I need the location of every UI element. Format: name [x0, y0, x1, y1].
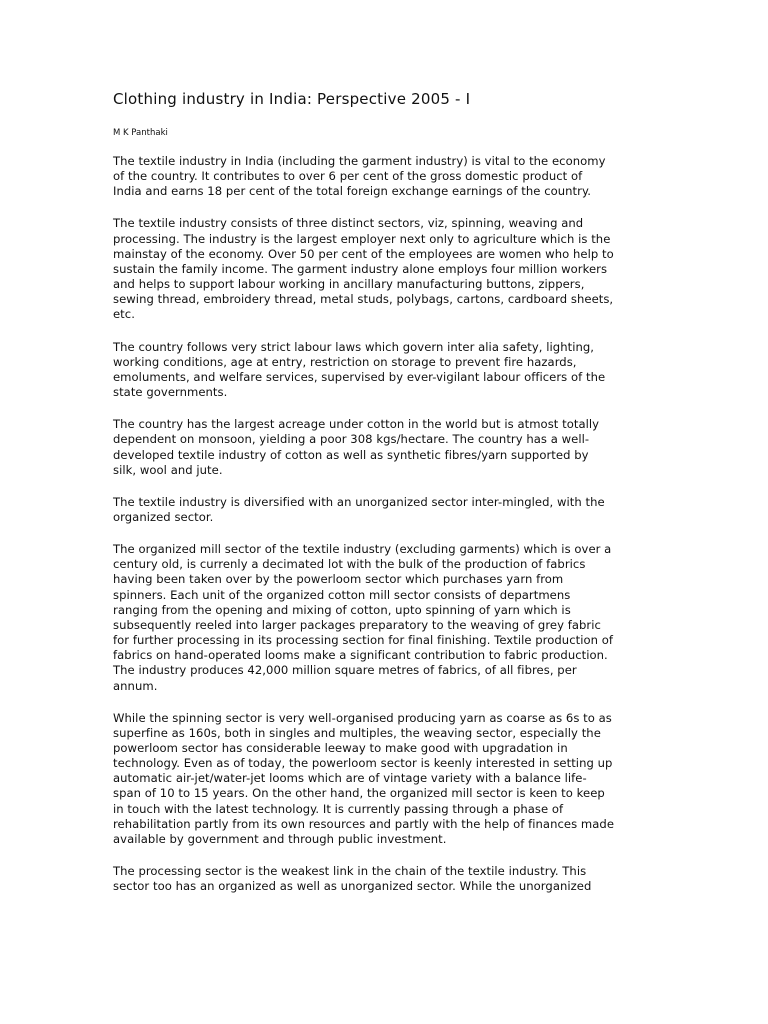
paragraph [113, 340, 658, 401]
text-line: mainstay of the economy. Over 50 per cent of the employees are women who help to [113, 246, 614, 261]
text-line: and helps to support labour working in ancillary manufacturing buttons, zippers, [113, 277, 585, 292]
text-line: in touch with the latest technology. It is currently passing through a phase of [113, 801, 564, 816]
text-line: processing. The industry is the largest employer next only to agriculture which is the [113, 231, 611, 246]
text-line: technology. Even as of today, the powerloom sector is keenly interested in setting up [113, 756, 613, 771]
text-line: ranging from the opening and mixing of cotton, upto spinning of yarn which is [113, 602, 571, 617]
paragraph [113, 542, 658, 694]
text-line: silk, wool and jute. [113, 462, 223, 477]
text-line: rehabilitation partly from its own resources and partly with the help of finances made [113, 816, 615, 831]
text-line: working conditions, age at entry, restriction on storage to prevent fire hazards, [113, 354, 577, 369]
text-line: The textile industry is diversified with an unorganized sector inter-mingled, with the [113, 494, 605, 509]
paragraph [113, 711, 658, 847]
text-line: superfine as 160s, both in singles and multiples, the weaving sector, especially the [113, 725, 601, 740]
paragraph [113, 495, 658, 525]
paragraph [113, 154, 658, 199]
text-line: The industry produces 42,000 million square metres of fabrics, of all fibres, per [113, 663, 577, 678]
paragraph [113, 417, 658, 478]
text-line: for further processing in its processing section for final finishing. Textile production of [113, 633, 614, 648]
text-line: century old, is currenly a decimated lot with the bulk of the production of fabrics [113, 557, 586, 572]
text-line: While the spinning sector is very well-organised producing yarn as coarse as 6s to as [113, 710, 612, 725]
text-line: The textile industry in India (including the garment industry) is vital to the economy [113, 154, 606, 168]
document-title: Clothing industry in India: Perspective 2005 - I [113, 90, 471, 108]
text-line: The processing sector is the weakest link in the chain of the textile industry. This [113, 864, 587, 879]
text-line: sustain the family income. The garment industry alone employs four million workers [113, 261, 608, 276]
text-line: having been taken over by the powerloom sector which purchases yarn from [113, 572, 564, 587]
paragraph [113, 864, 658, 894]
text-line: dependent on monsoon, yielding a poor 308 kgs/hectare. The country has a well- [113, 432, 590, 447]
text-line: developed textile industry of cotton as well as synthetic fibres/yarn supported by [113, 447, 589, 462]
author-byline: M K Panthaki [113, 128, 168, 138]
text-line: automatic air-jet/water-jet looms which are of vintage variety with a balance life- [113, 771, 587, 786]
paragraph [113, 216, 658, 322]
text-line: state governments. [113, 385, 228, 400]
article-body [113, 154, 658, 911]
text-line: of the country. It contributes to over 6 per cent of the gross domestic product of [113, 169, 583, 184]
text-line: powerloom sector has considerable leeway to make good with upgradation in [113, 741, 568, 755]
text-line: etc. [113, 307, 135, 322]
text-line: emoluments, and welfare services, supervised by ever-vigilant labour officers of the [113, 369, 606, 384]
text-line: annum. [113, 678, 158, 693]
text-line: sewing thread, embroidery thread, metal studs, polybags, cartons, cardboard sheets, [113, 292, 614, 307]
text-line: fabrics on hand-operated looms make a significant contribution to fabric production. [113, 648, 608, 663]
text-line: organized sector. [113, 509, 214, 524]
text-line: The textile industry consists of three distinct sectors, viz, spinning, weaving and [113, 216, 584, 231]
text-line: The organized mill sector of the textile industry (excluding garments) which is over a [113, 542, 612, 557]
text-line: The country has the largest acreage under cotton in the world but is atmost totally [113, 417, 600, 432]
text-line: available by government and through public investment. [113, 831, 447, 846]
text-line: subsequently reeled into larger packages preparatory to the weaving of grey fabric [113, 617, 601, 632]
text-line: sector too has an organized as well as unorganized sector. While the unorganized [113, 879, 592, 894]
text-line: India and earns 18 per cent of the total foreign exchange earnings of the country. [113, 184, 591, 199]
text-line: The country follows very strict labour laws which govern inter alia safety, lighting, [113, 339, 595, 354]
text-line: span of 10 to 15 years. On the other hand, the organized mill sector is keen to keep [113, 786, 605, 801]
text-line: spinners. Each unit of the organized cotton mill sector consists of departmens [113, 587, 571, 602]
